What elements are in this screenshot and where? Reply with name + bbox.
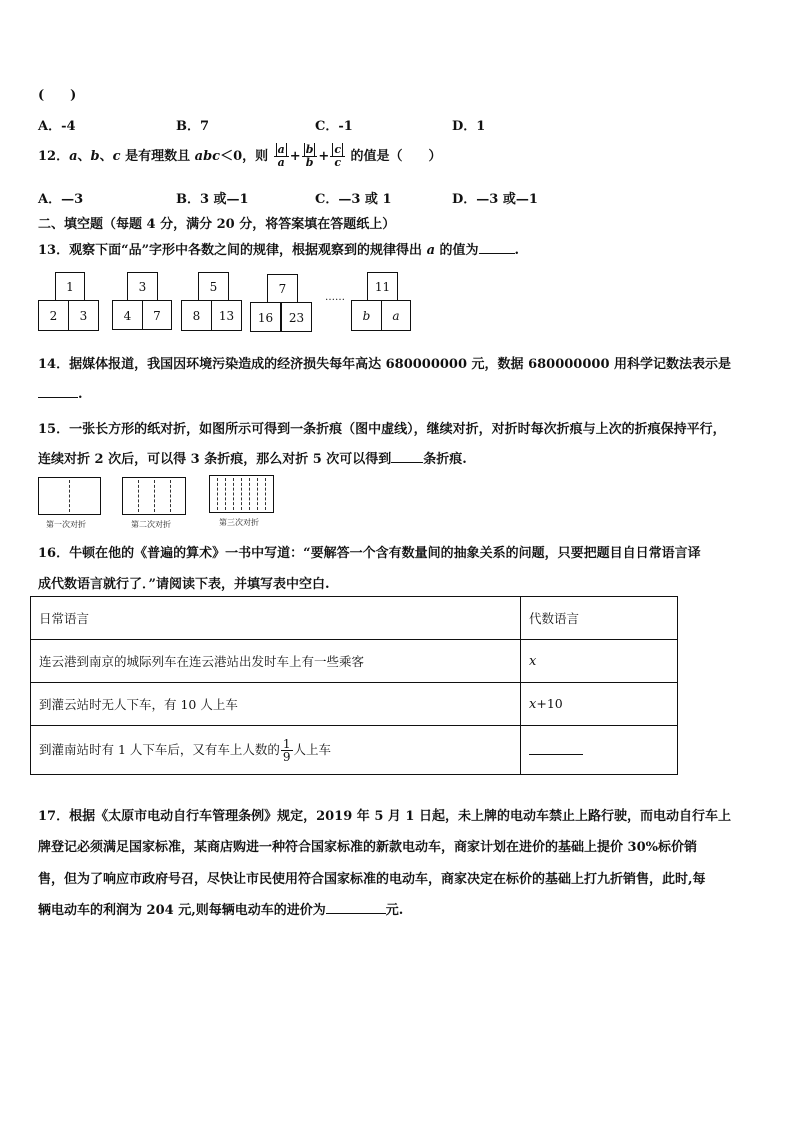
fold-caption: 第一次对折	[46, 520, 86, 529]
pin-top-cell: 11	[367, 272, 398, 301]
fraction-abs-b-over-b: $\frac{b}{b}$	[302, 144, 318, 169]
pin-top-cell: 7	[267, 274, 298, 303]
pin-right-cell: 13	[211, 300, 242, 331]
pin-left-cell: 16	[250, 302, 281, 332]
fold-caption: 第二次对折	[131, 520, 171, 529]
q12-option-d: D．—3 或—1	[452, 192, 538, 207]
table-cell	[521, 726, 678, 775]
fraction-abs-a-over-a: $\frac{a}{a}$	[274, 144, 289, 169]
table-cell: 连云港到南京的城际列车在连云港站出发时车上有一些乘客	[31, 640, 521, 683]
table-cell: x	[521, 640, 678, 683]
q15-question-line1: 15．一张长方形的纸对折，如图所示可得到一条折痕（图中虚线），继续对折，对折时每次折痕与上次的折痕保持平行，	[38, 422, 726, 437]
fold-line	[225, 478, 226, 510]
table-cell: 到灌南站时有 1 人下车后，又有车上人数的 $\frac{1}{9}$ 人上车	[31, 726, 521, 775]
fold-caption: 第三次对折	[219, 518, 259, 527]
table-row	[31, 726, 678, 775]
fold-line	[138, 480, 139, 512]
paper-rect	[38, 477, 101, 515]
pin-left-cell: 4	[112, 300, 143, 330]
fold-line	[217, 478, 218, 510]
pin-right-cell: 7	[142, 300, 172, 330]
table-row	[31, 640, 678, 683]
answer-blank	[391, 450, 423, 463]
table-cell: x+10	[521, 683, 678, 726]
fold-line	[69, 480, 70, 512]
fold-line	[154, 480, 155, 512]
fold-line	[249, 478, 250, 510]
pin-top-cell: 1	[55, 272, 85, 301]
q17-question-line4: 辆电动车的利润为 204 元,则每辆电动车的进价为 元.	[38, 903, 404, 918]
q16-question-line1: 16．牛顿在他的《普遍的算术》一书中写道：“要解答一个含有数量间的抽象关系的问题，只要把题目自日常语言译	[38, 546, 701, 561]
fraction-one-ninth: $\frac{1}{9}$	[282, 736, 291, 764]
q11-option-a: A．-4	[38, 119, 76, 134]
fold-line	[257, 478, 258, 510]
pin-top-cell: 3	[127, 272, 158, 301]
answer-blank	[479, 241, 515, 254]
q12-option-b: B．3 或—1	[176, 192, 249, 207]
q16-question-line2: 成代数语言就行了．”请阅读下表，并填写表中空白.	[38, 577, 330, 592]
q11-answer-paren: ( )	[38, 88, 77, 103]
q11-option-d: D．1	[452, 119, 486, 134]
answer-blank	[38, 385, 78, 398]
table-header-cell: 代数语言	[521, 597, 678, 640]
fold-line	[241, 478, 242, 510]
paper-rect	[122, 477, 186, 515]
table-row	[31, 683, 678, 726]
q12-option-c: C．—3 或 1	[315, 192, 392, 207]
q14-answer-line: .	[38, 385, 83, 402]
pin-right-cell: a	[381, 300, 411, 331]
pin-top-cell: 5	[198, 272, 229, 301]
q17-question-line1: 17．根据《太原市电动自行车管理条例》规定，2019 年 5 月 1 日起，未上牌的电动车禁止上路行驶，而电动自行车上	[38, 809, 731, 824]
ellipsis: ……	[325, 292, 345, 303]
q11-option-b: B．7	[176, 119, 210, 134]
pin-right-cell: 3	[68, 300, 99, 331]
pin-right-cell: 23	[281, 302, 312, 332]
q11-option-c: C．-1	[315, 119, 353, 134]
pin-left-cell: 2	[38, 300, 69, 331]
q17-question-line2: 牌登记必须满足国家标准，某商店购进一种符合国家标准的新款电动车，商家计划在进价的基础上提价 30%标价销	[38, 840, 697, 855]
table-header-row	[31, 597, 678, 640]
section-heading-fill-in: 二、填空题（每题 4 分，满分 20 分，将答案填在答题纸上）	[38, 217, 396, 232]
fold-line	[170, 480, 171, 512]
paper-rect	[209, 475, 274, 513]
q17-question-line3: 售，但为了响应市政府号召，尽快让市民使用符合国家标准的电动车，商家决定在标价的基础上打九折销售，此时,每	[38, 872, 706, 887]
table-header-cell: 日常语言	[31, 597, 521, 640]
q15-question-line2: 连续对折 2 次后，可以得 3 条折痕，那么对折 5 次可以得到 条折痕.	[38, 452, 467, 467]
q12-question: 12．a、b、c 是有理数且 abc＜0，则 $\frac{a}{a}$ + $\frac{b}{b}$ + $\frac{c}{c}$ 的值是（ ）	[38, 143, 442, 169]
answer-blank	[326, 901, 386, 914]
fraction-abs-c-over-c: $\frac{c}{c}$	[330, 144, 345, 169]
q12-option-a: A．—3	[38, 192, 84, 207]
fold-line	[265, 478, 266, 510]
q14-question: 14．据媒体报道，我国因环境污染造成的经济损失每年高达 680000000 元，数据 680000000 用科学记数法表示是	[38, 357, 732, 372]
pin-left-cell: 8	[181, 300, 212, 331]
fold-line	[233, 478, 234, 510]
table-cell: 到灌云站时无人下车，有 10 人上车	[31, 683, 521, 726]
answer-blank[interactable]	[529, 742, 583, 755]
pin-left-cell: b	[351, 300, 382, 331]
language-translation-table	[30, 596, 678, 775]
q13-question: 13．观察下面“品”字形中各数之间的规律，根据观察到的规律得出 a 的值为 .	[38, 243, 520, 258]
